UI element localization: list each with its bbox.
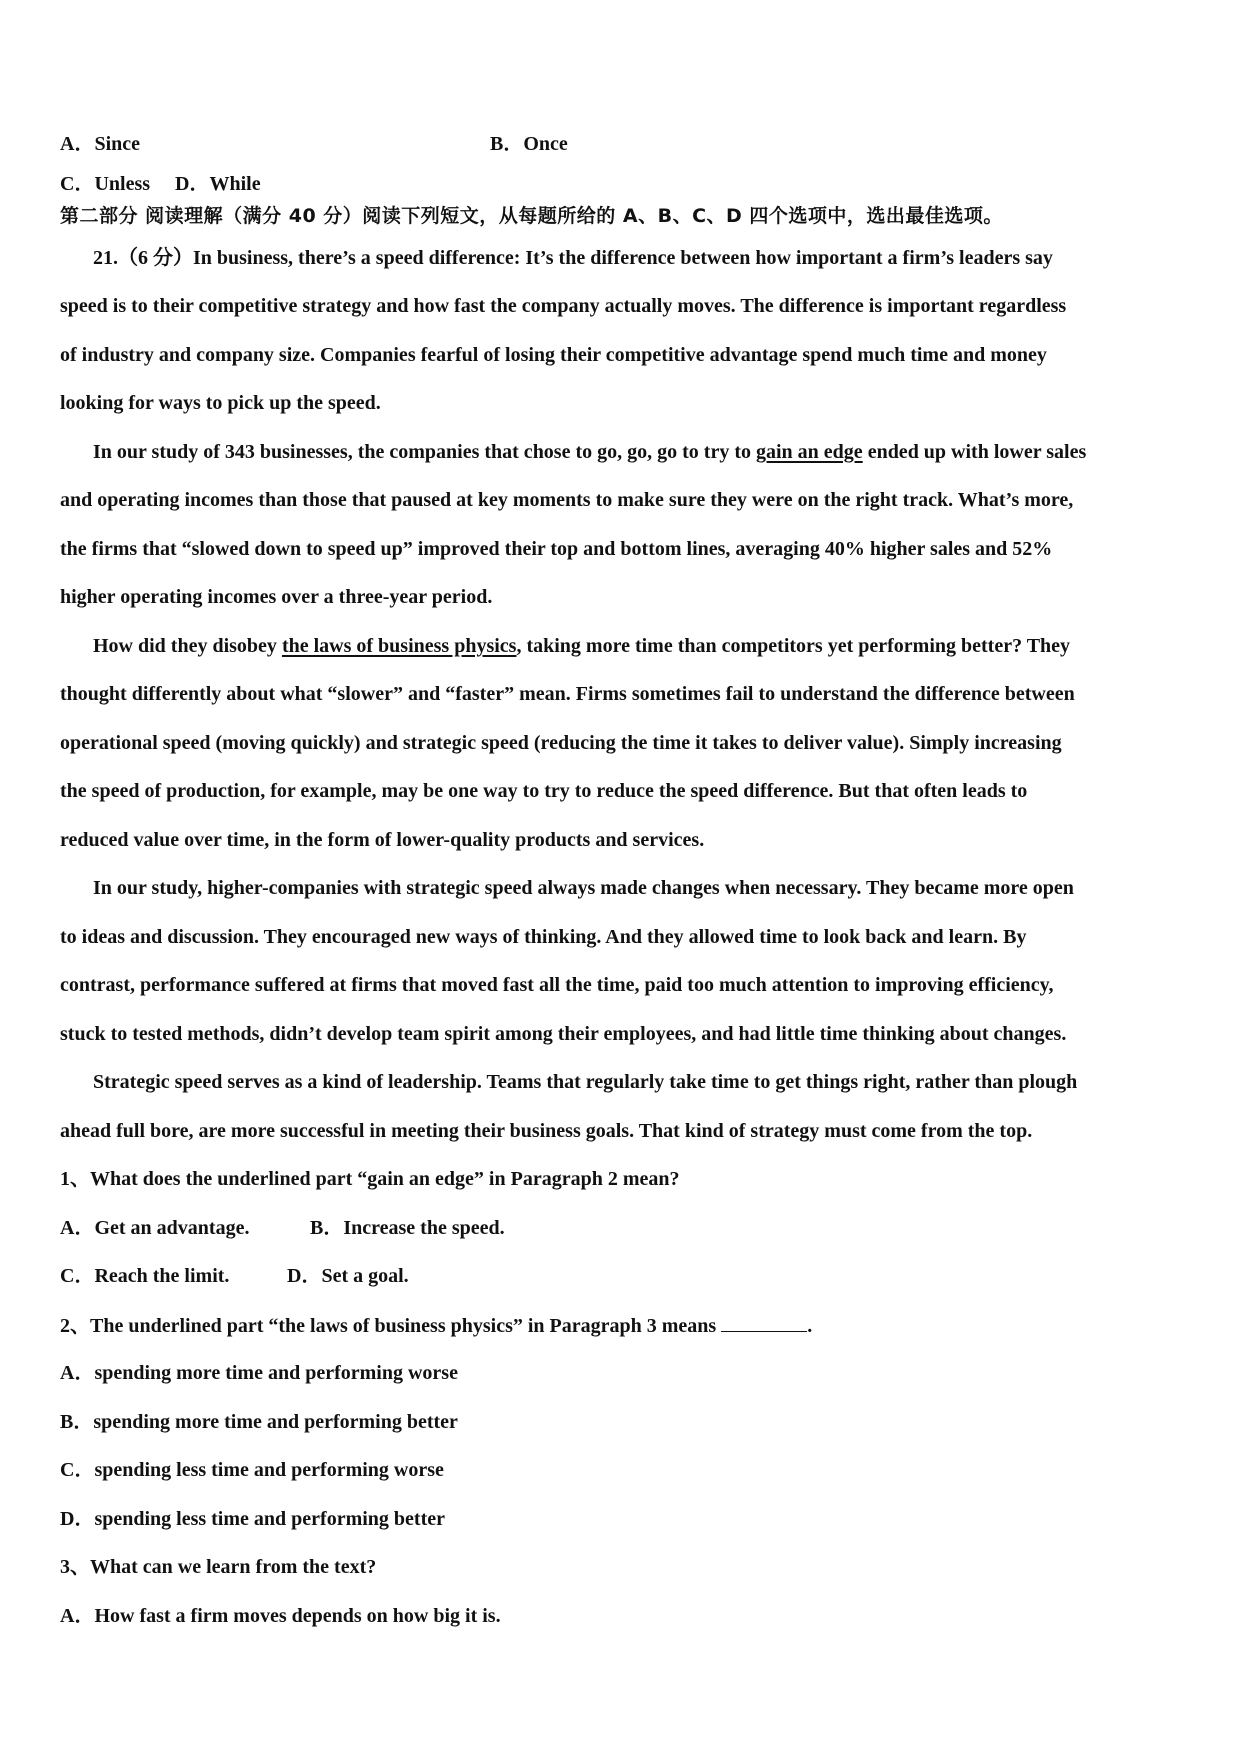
passage-p3-line5: reduced value over time, in the form of lower-quality products and services.: [60, 829, 705, 851]
passage-p1-line4: looking for ways to pick up the speed.: [60, 392, 381, 414]
passage-p3-text: , taking more time than competitors yet performing better? They: [516, 635, 1071, 657]
passage-p4-line3: contrast, performance suffered at firms that moved fast all the time, paid too much attention to improving efficiency,: [60, 974, 1054, 996]
question-3-option-a: A．How fast a firm moves depends on how big it is.: [60, 1605, 501, 1627]
q20-option-b: B．Once: [490, 133, 568, 155]
underlined-laws-of-business-physics: the laws of business physics: [281, 635, 517, 657]
passage-p2-text: In our study of 343 businesses, the companies that chose to go, go, go to try to: [93, 441, 756, 463]
question-1-option-c: C．Reach the limit.: [60, 1265, 230, 1287]
passage-p1-line2: speed is to their competitive strategy and how fast the company actually moves. The difference is important regardless: [60, 295, 1067, 317]
passage-p2-line3: the firms that “slowed down to speed up” improved their top and bottom lines, averaging 40% higher sales and 52%: [60, 538, 1053, 560]
question-1-stem: 1、What does the underlined part “gain an edge” in Paragraph 2 mean?: [60, 1168, 680, 1190]
passage-p3-line2: thought differently about what “slower” and “faster” mean. Firms sometimes fail to understand the difference between: [60, 683, 1075, 705]
passage-p2-line2: and operating incomes than those that paused at key moments to make sure they were on the right track. What’s more,: [60, 489, 1074, 511]
question-1-option-d: D．Set a goal.: [287, 1265, 409, 1287]
passage-p4-line4: stuck to tested methods, didn’t develop team spirit among their employees, and had little time thinking about changes.: [60, 1023, 1067, 1045]
question-2-option-a: A．spending more time and performing worse: [60, 1362, 458, 1384]
passage-p3-text: How did they disobey: [93, 635, 282, 657]
passage-p4-line1: In our study, higher-companies with strategic speed always made changes when necessary. They became more open: [93, 877, 1074, 899]
section-heading: 第二部分 阅读理解（满分 40 分）阅读下列短文，从每题所给的 A、B、C、D 四个选项中，选出最佳选项。: [60, 205, 1003, 227]
passage-p4-line2: to ideas and discussion. They encouraged new ways of thinking. And they allowed time to look back and learn. By: [60, 926, 1027, 948]
passage-p5-line2: ahead full bore, are more successful in meeting their business goals. That kind of strategy must come from the top.: [60, 1120, 1033, 1142]
question-3-stem: 3、What can we learn from the text?: [60, 1556, 377, 1578]
answer-blank: [721, 1313, 807, 1332]
question-2-stem-end: .: [807, 1315, 813, 1337]
passage-p3-line3: operational speed (moving quickly) and strategic speed (reducing the time it takes to deliver value). Simply increasing: [60, 732, 1062, 754]
q20-options-c-d: C．Unless D．While: [60, 173, 261, 195]
passage-p5-line1: Strategic speed serves as a kind of leadership. Teams that regularly take time to get things right, rather than plough: [93, 1071, 1078, 1093]
question-2-stem: [60, 1313, 812, 1338]
passage-p2-line4: higher operating incomes over a three-year period.: [60, 586, 493, 608]
q20-option-a: A．Since: [60, 133, 140, 155]
question-2-option-d: D．spending less time and performing better: [60, 1508, 445, 1530]
question-1-option-a: A．Get an advantage.: [60, 1217, 250, 1239]
passage-p3-line4: the speed of production, for example, may be one way to try to reduce the speed difference. But that often leads to: [60, 780, 1028, 802]
passage-p1-line3: of industry and company size. Companies fearful of losing their competitive advantage spend much time and money: [60, 344, 1047, 366]
question-2-option-b: B．spending more time and performing better: [60, 1411, 458, 1433]
passage-p3-line1: [93, 634, 1070, 658]
passage-p2-text: ended up with lower sales: [862, 441, 1087, 463]
underlined-gain-an-edge: gain an edge: [756, 441, 863, 463]
question-2-stem-text: 2、The underlined part “the laws of business physics” in Paragraph 3 means: [60, 1315, 722, 1337]
question-1-option-b: B．Increase the speed.: [310, 1217, 505, 1239]
passage-p1-line1: 21.（6 分）In business, there’s a speed difference: It’s the difference between how important a firm’s leaders say: [93, 247, 1053, 269]
question-2-option-c: C．spending less time and performing worse: [60, 1459, 444, 1481]
passage-p2-line1: [93, 440, 1086, 464]
